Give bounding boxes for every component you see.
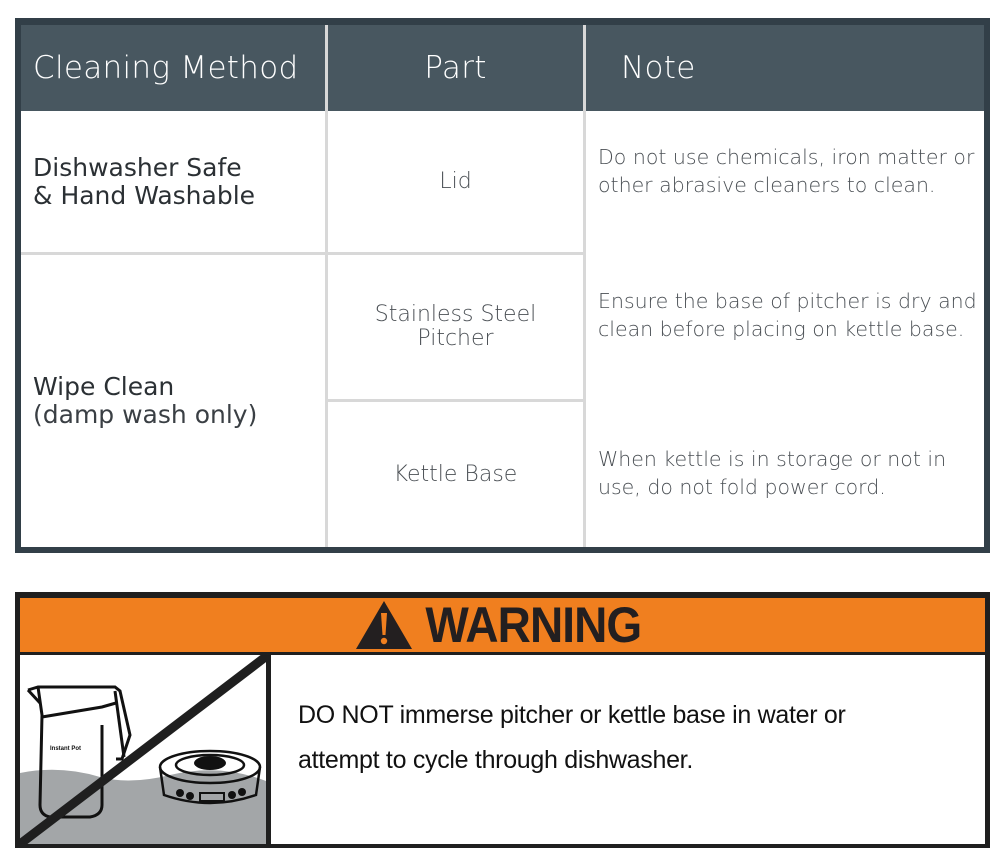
cleaning-table [15, 18, 990, 553]
part-line: Stainless Steel [374, 302, 537, 327]
part-pitcher [328, 255, 583, 399]
warning-body [20, 655, 985, 844]
method-subtitle: (damp wash only) [33, 400, 258, 429]
method-title: Wipe Clean [33, 372, 175, 401]
header-cleaning-method: Cleaning Method [33, 50, 299, 86]
part-lid: Lid [439, 168, 472, 194]
column-divider [583, 25, 586, 547]
note-pitcher: Ensure the base of pitcher is dry and clean before placing on kettle base. [598, 289, 977, 341]
warning-line-1: DO NOT immerse pitcher or kettle base in water or [298, 701, 846, 729]
kettle-immersion-prohibited-icon [20, 655, 266, 844]
method-title-line2: & Hand Washable [33, 180, 256, 210]
table-row-dishwasher-method [33, 111, 323, 252]
warning-title: WARNING [425, 597, 642, 653]
no-immersion-illustration [20, 655, 266, 844]
method-title: Dishwasher Safe [33, 152, 242, 182]
part-line: Pitcher [417, 326, 494, 351]
header-part: Part [424, 50, 487, 86]
note-kettle-base: When kettle is in storage or not in use, do not fold power cord. [598, 447, 947, 499]
warning-header [20, 598, 985, 652]
part-kettle-base: Kettle Base [393, 461, 518, 487]
warning-box [15, 592, 990, 848]
warning-line-2: attempt to cycle through dishwasher. [298, 746, 693, 774]
warning-divider [266, 655, 271, 844]
table-row-wipe-method [33, 255, 323, 547]
header-note: Note [621, 50, 696, 86]
svg-text:Instant Pot: Instant Pot [50, 746, 81, 752]
warning-triangle-icon [354, 599, 414, 651]
table-header-row [21, 25, 984, 111]
note-lid: Do not use chemicals, iron matter or other abrasive cleaners to clean. [598, 145, 975, 197]
warning-message [298, 693, 948, 783]
cleaning-table-body [21, 25, 984, 547]
